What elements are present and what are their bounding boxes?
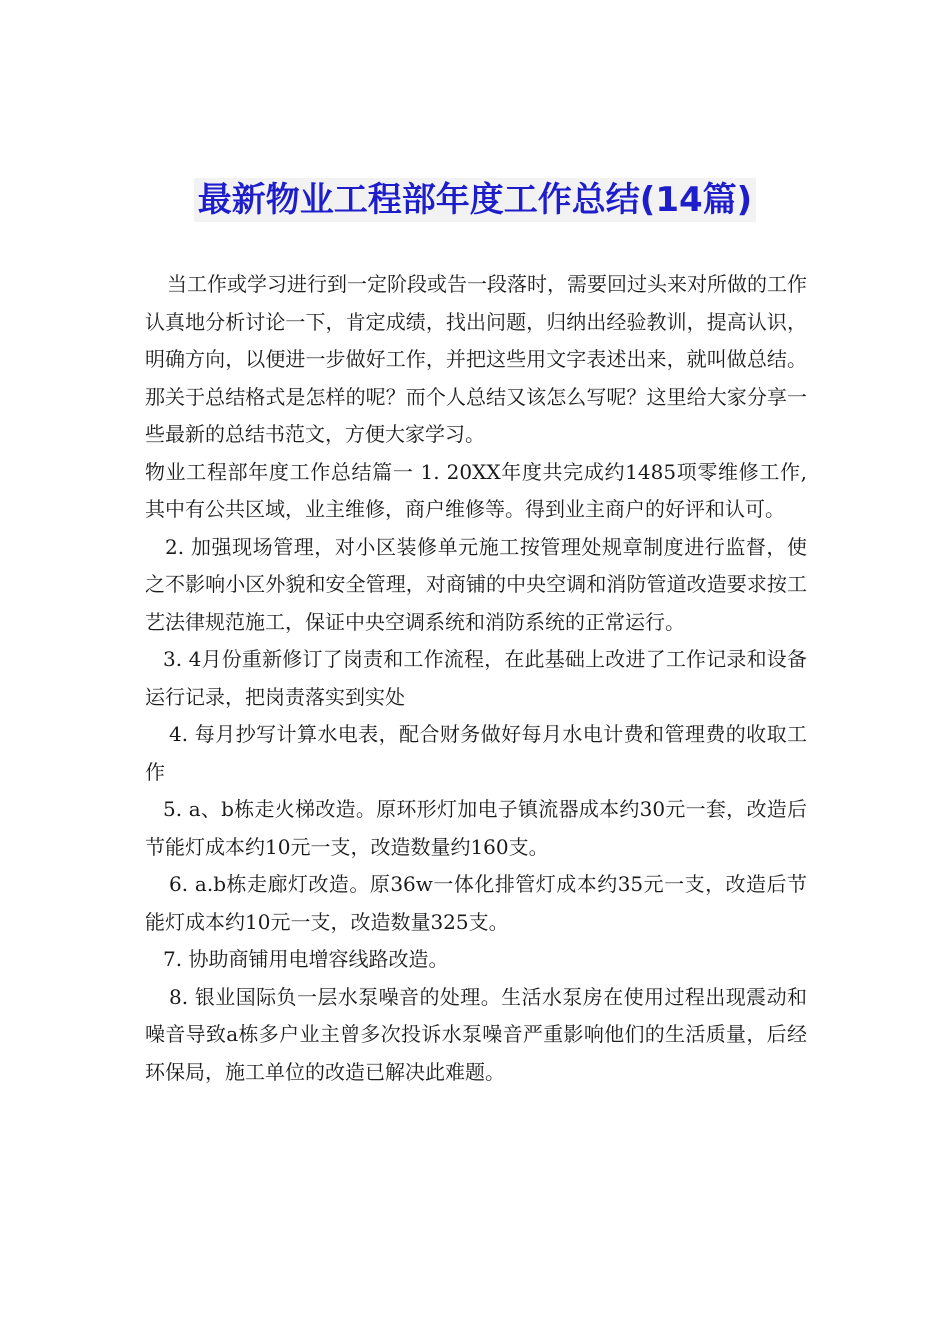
section-paragraph-1: 物业工程部年度工作总结篇一 1. 20XX年度共完成约1485项零维修工作,其中有公共区域，业主维修，商户维修等。得到业主商户的好评和认可。 bbox=[145, 459, 807, 521]
document-title: 最新物业工程部年度工作总结(14篇) bbox=[194, 178, 756, 222]
list-item-3: 3. 4月份重新修订了岗责和工作流程，在此基础上改进了工作记录和设备运行记录，把岗责落实到实处 bbox=[145, 647, 807, 709]
title-container bbox=[0, 178, 950, 222]
list-item-6: 6. a.b栋走廊灯改造。原36w一体化排管灯成本约35元一支，改造后节能灯成本约10元一支，改造数量325支。 bbox=[145, 872, 807, 934]
list-item-5: 5. a、b栋走火梯改造。原环形灯加电子镇流器成本约30元一套，改造后节能灯成本约10元一支，改造数量约160支。 bbox=[145, 797, 807, 859]
intro-paragraph: 当工作或学习进行到一定阶段或告一段落时，需要回过头来对所做的工作认真地分析讨论一下，肯定成绩，找出问题，归纳出经验教训，提高认识，明确方向，以便进一步做好工作，并把这些用文字表述出来，就叫做总结。那关于总结格式是怎样的呢？而个人总结又该怎么写呢？这里给大家分享一些最新的总结书范文，方便大家学习。 bbox=[145, 272, 807, 446]
list-item-4: 4. 每月抄写计算水电表，配合财务做好每月水电计费和管理费的收取工作 bbox=[145, 722, 807, 784]
document-body bbox=[145, 266, 807, 1091]
list-item-7: 7. 协助商铺用电增容线路改造。 bbox=[163, 947, 449, 971]
list-item-2: 2. 加强现场管理，对小区装修单元施工按管理处规章制度进行监督，使之不影响小区外貌和安全管理，对商铺的中央空调和消防管道改造要求按工艺法律规范施工，保证中央空调系统和消防系统的正常运行。 bbox=[145, 534, 807, 634]
list-item-8: 8. 银业国际负一层水泵噪音的处理。生活水泵房在使用过程出现震动和噪音导致a栋多户业主曾多次投诉水泵噪音严重影响他们的生活质量，后经环保局，施工单位的改造已解决此难题。 bbox=[145, 984, 807, 1084]
